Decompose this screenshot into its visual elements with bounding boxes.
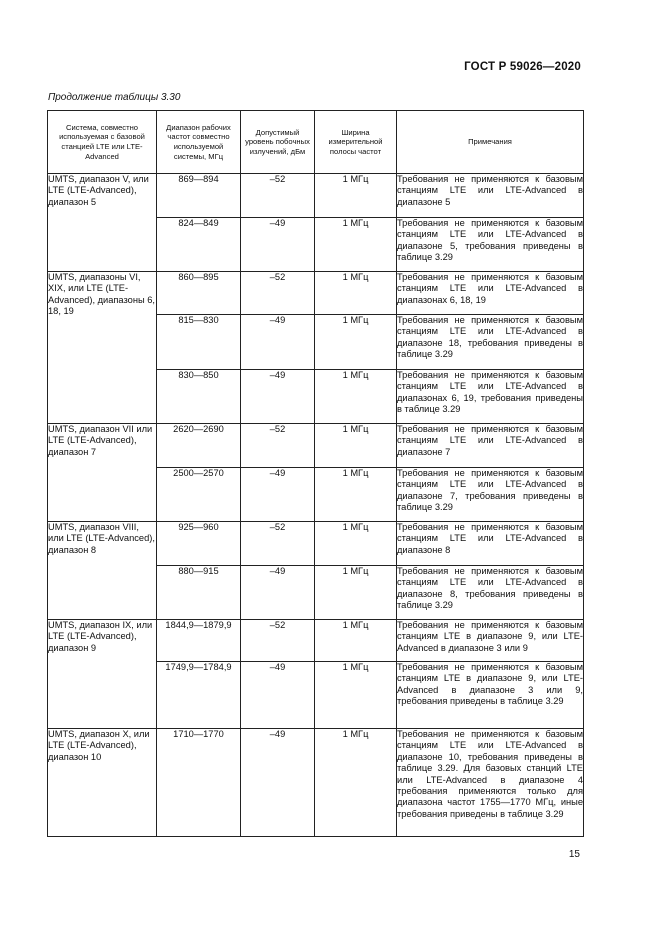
note-cell: Требования не применяются к базовым станциям LTE в диапазоне 9, или LTE-Advanced в диапазоне 3 или 9, требования приведены в таблице 3.29 — [397, 662, 584, 729]
emission-level-cell: –49 — [241, 662, 315, 729]
frequency-range-cell: 1710—1770 — [157, 729, 241, 837]
bandwidth-cell: 1 МГц — [315, 468, 397, 522]
emission-level-cell: –49 — [241, 370, 315, 424]
bandwidth-cell: 1 МГц — [315, 370, 397, 424]
spurious-emissions-table — [47, 110, 584, 837]
table-row — [48, 174, 584, 218]
frequency-range-cell: 1844,9—1879,9 — [157, 620, 241, 662]
bandwidth-cell: 1 МГц — [315, 662, 397, 729]
table-header-row — [48, 111, 584, 174]
frequency-range-cell: 1749,9—1784,9 — [157, 662, 241, 729]
frequency-range-cell: 824—849 — [157, 218, 241, 272]
header-system: Система, совместно используемая с базовой станцией LTE или LTE-Advanced — [48, 111, 157, 174]
frequency-range-cell: 830—850 — [157, 370, 241, 424]
frequency-range-cell: 860—895 — [157, 272, 241, 315]
system-cell: UMTS, диапазон X, или LTE (LTE-Advanced), диапазон 10 — [48, 729, 157, 837]
header-frequency-range: Диапазон рабочих частот совместно используемой системы, МГц — [157, 111, 241, 174]
note-cell: Требования не применяются к базовым станциям LTE или LTE-Advanced в диапазонах 6, 18, 19 — [397, 272, 584, 315]
note-cell: Требования не применяются к базовым станциям LTE в диапазоне 9, или LTE-Advanced в диапазоне 3 или 9 — [397, 620, 584, 662]
document-title: ГОСТ Р 59026—2020 — [464, 61, 581, 73]
emission-level-cell: –49 — [241, 729, 315, 837]
table-row — [48, 522, 584, 566]
emission-level-cell: –52 — [241, 620, 315, 662]
bandwidth-cell: 1 МГц — [315, 424, 397, 468]
emission-level-cell: –52 — [241, 174, 315, 218]
frequency-range-cell: 2620—2690 — [157, 424, 241, 468]
note-cell: Требования не применяются к базовым станциям LTE или LTE-Advanced в диапазоне 7, требования приведены в таблице 3.29 — [397, 468, 584, 522]
system-cell: UMTS, диапазоны VI, XIX, или LTE (LTE-Advanced), диапазоны 6, 18, 19 — [48, 272, 157, 424]
note-cell: Требования не применяются к базовым станциям LTE или LTE-Advanced в диапазоне 5 — [397, 174, 584, 218]
bandwidth-cell: 1 МГц — [315, 174, 397, 218]
bandwidth-cell: 1 МГц — [315, 522, 397, 566]
page-number: 15 — [568, 849, 580, 860]
note-cell: Требования не применяются к базовым станциям LTE или LTE-Advanced в диапазоне 7 — [397, 424, 584, 468]
system-cell: UMTS, диапазон IX, или LTE (LTE-Advanced), диапазон 9 — [48, 620, 157, 729]
header-notes: Примечания — [397, 111, 584, 174]
table-row — [48, 729, 584, 837]
header-measurement-bandwidth: Ширина измерительной полосы частот — [315, 111, 397, 174]
frequency-range-cell: 815—830 — [157, 315, 241, 370]
table-row — [48, 272, 584, 315]
emission-level-cell: –52 — [241, 424, 315, 468]
note-cell: Требования не применяются к базовым станциям LTE или LTE-Advanced в диапазоне 18, требования приведены в таблице 3.29 — [397, 315, 584, 370]
table-row — [48, 424, 584, 468]
system-cell: UMTS, диапазон VIII, или LTE (LTE-Advanced), диапазон 8 — [48, 522, 157, 620]
bandwidth-cell: 1 МГц — [315, 315, 397, 370]
note-cell: Требования не применяются к базовым станциям LTE или LTE-Advanced в диапазоне 8 — [397, 522, 584, 566]
note-cell: Требования не применяются к базовым станциям LTE или LTE-Advanced в диапазоне 8, требования приведены в таблице 3.29 — [397, 566, 584, 620]
note-cell: Требования не применяются к базовым станциям LTE или LTE-Advanced в диапазонах 6, 19, требования приведены в таблице 3.29 — [397, 370, 584, 424]
frequency-range-cell: 925—960 — [157, 522, 241, 566]
bandwidth-cell: 1 МГц — [315, 566, 397, 620]
note-cell: Требования не применяются к базовым станциям LTE или LTE-Advanced в диапазоне 5, требования приведены в таблице 3.29 — [397, 218, 584, 272]
frequency-range-cell: 880—915 — [157, 566, 241, 620]
note-cell: Требования не применяются к базовым станциям LTE или LTE-Advanced в диапазоне 10, требования приведены в таблице 3.29. Для базовых станций LTE или LTE-Advanced в диапазоне 4 требования применяются только для диапазона частот 1755—1770 МГц, иные требования приведены в таблице 3.29 — [397, 729, 584, 837]
emission-level-cell: –49 — [241, 315, 315, 370]
emission-level-cell: –49 — [241, 566, 315, 620]
system-cell: UMTS, диапазон V, или LTE (LTE-Advanced), диапазон 5 — [48, 174, 157, 272]
system-cell: UMTS, диапазон VII или LTE (LTE-Advanced), диапазон 7 — [48, 424, 157, 522]
emission-level-cell: –52 — [241, 272, 315, 315]
bandwidth-cell: 1 МГц — [315, 218, 397, 272]
table-row — [48, 620, 584, 662]
frequency-range-cell: 869—894 — [157, 174, 241, 218]
emission-level-cell: –49 — [241, 218, 315, 272]
emission-level-cell: –49 — [241, 468, 315, 522]
table-caption: Продолжение таблицы 3.30 — [48, 92, 181, 103]
header-emission-level: Допустимый уровень побочных излучений, дБм — [241, 111, 315, 174]
bandwidth-cell: 1 МГц — [315, 620, 397, 662]
bandwidth-cell: 1 МГц — [315, 729, 397, 837]
emission-level-cell: –52 — [241, 522, 315, 566]
bandwidth-cell: 1 МГц — [315, 272, 397, 315]
frequency-range-cell: 2500—2570 — [157, 468, 241, 522]
